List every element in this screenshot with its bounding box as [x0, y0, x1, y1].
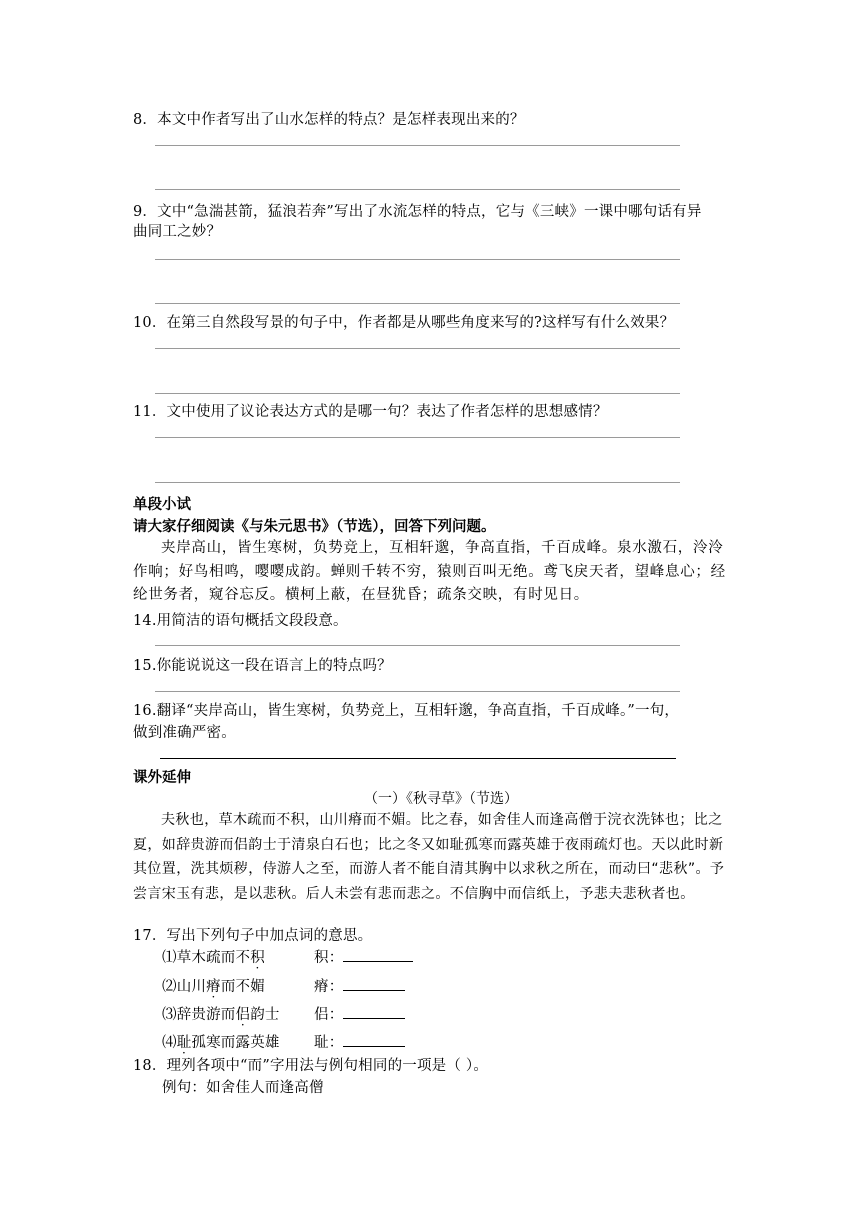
answer-line: [155, 348, 680, 349]
passage-title: （一）《秋寻草》（节选）: [364, 791, 518, 807]
q17-item-4: [162, 1031, 280, 1052]
question-11: 11．文中使用了议论表达方式的是哪一句？表达了作者怎样的思想感情？: [133, 404, 608, 420]
q17-item-3: [162, 1003, 280, 1024]
q17-answer-4: [314, 1031, 405, 1052]
q17-sentence: ⑷耻孤寒而露英雄: [162, 1035, 280, 1051]
answer-line: [155, 189, 680, 190]
fill-blank[interactable]: [343, 1032, 405, 1047]
answer-line: [155, 393, 680, 394]
emphasized-char: 瘠: [206, 979, 221, 995]
answer-line: [155, 437, 680, 438]
q17-answer-2: [314, 975, 405, 996]
q17-sentence: ⑵山川瘠而不媚: [162, 979, 265, 995]
question-9-line1: 9．文中“急湍甚箭，猛浪若奔”写出了水流怎样的特点，它与《三峡》一课中哪句话有异: [133, 204, 702, 220]
section-heading-extend: 课外延伸: [133, 770, 191, 786]
emphasized-char: 侣: [235, 1007, 251, 1023]
q17-word: 侣：: [314, 1007, 344, 1023]
passage-single: 夹岸高山，皆生寒树，负势竞上，互相轩邈，争高直指，千百成峰。泉水激石，泠泠作响；好鸟相鸣，嘤嘤成韵。蝉则千转不穷，猿则百叫无绝。鸢飞戾天者，望峰息心；经纶世务者，窥谷忘反。横柯上蔽，在昼犹昏；疏条交映，有时见日。: [133, 540, 726, 603]
question-10: 10．在第三自然段写景的句子中，作者都是从哪些角度来写的?这样写有什么效果？: [133, 315, 675, 331]
answer-line: [155, 691, 680, 692]
question-17: 17．写出下列句子中加点词的意思。: [133, 928, 373, 944]
q17-word: 耻：: [314, 1035, 344, 1051]
question-18: 18．理列各项中“而”字用法与例句相同的一项是（ ）。: [133, 1058, 489, 1074]
emphasized-char: 积: [250, 950, 265, 966]
answer-line: [155, 145, 680, 146]
q17-word: 瘠：: [314, 979, 344, 995]
answer-line: [155, 482, 680, 483]
q17-sentence: ⑴草木疏而不积: [162, 950, 265, 966]
q17-item-1: [162, 946, 265, 967]
question-14: 14.用简洁的语句概括文段段意。: [133, 613, 348, 629]
section-heading-single: 单段小试: [133, 497, 191, 513]
q17-sentence: ⑶辞贵游而侣韵士: [162, 1007, 280, 1023]
question-16-line2: 做到准确严密。: [133, 725, 236, 741]
q17-word: 积：: [314, 950, 344, 966]
example-sentence: 例句：如舍佳人而逢高僧: [162, 1080, 324, 1096]
fill-blank[interactable]: [343, 1004, 405, 1019]
fill-blank[interactable]: [343, 947, 413, 962]
fill-blank[interactable]: [343, 976, 405, 991]
question-15: 15.你能说说这一段在语言上的特点吗？: [133, 658, 392, 674]
question-8: 8．本文中作者写出了山水怎样的特点？是怎样表现出来的？: [133, 112, 525, 128]
section-instruction: 请大家仔细阅读《与朱元思书》（节选），回答下列问题。: [133, 519, 496, 535]
answer-line: [155, 259, 680, 260]
q17-item-2: [162, 975, 265, 996]
answer-line: [155, 303, 680, 304]
question-9-line2: 曲同工之妙？: [133, 224, 222, 240]
question-16-line1: 16.翻译“夹岸高山，皆生寒树，负势竞上，互相轩邈，争高直指，千百成峰。”一句，: [133, 703, 680, 719]
passage-extend: 夫秋也，草木疏而不积，山川瘠而不媚。比之春，如舍佳人而逢高僧于浣衣洗钵也；比之夏，如辞贵游而侣韵士于清泉白石也；比之冬又如耻孤寒而露英雄于夜雨疏灯也。天以此时新其位置，洗其烦秽，侍游人之至，而游人者不能自清其胸中以求秋之所在，而动曰“悲秋”。予尝言宋玉有悲，是以悲秋。后人未尝有悲而悲之。不信胸中而信纸上，予悲夫悲秋者也。: [133, 812, 725, 902]
q17-answer-3: [314, 1003, 405, 1024]
emphasized-char: 耻: [176, 1035, 192, 1051]
answer-line: [155, 645, 680, 646]
q17-answer-1: [314, 946, 413, 967]
answer-line: [160, 758, 676, 759]
